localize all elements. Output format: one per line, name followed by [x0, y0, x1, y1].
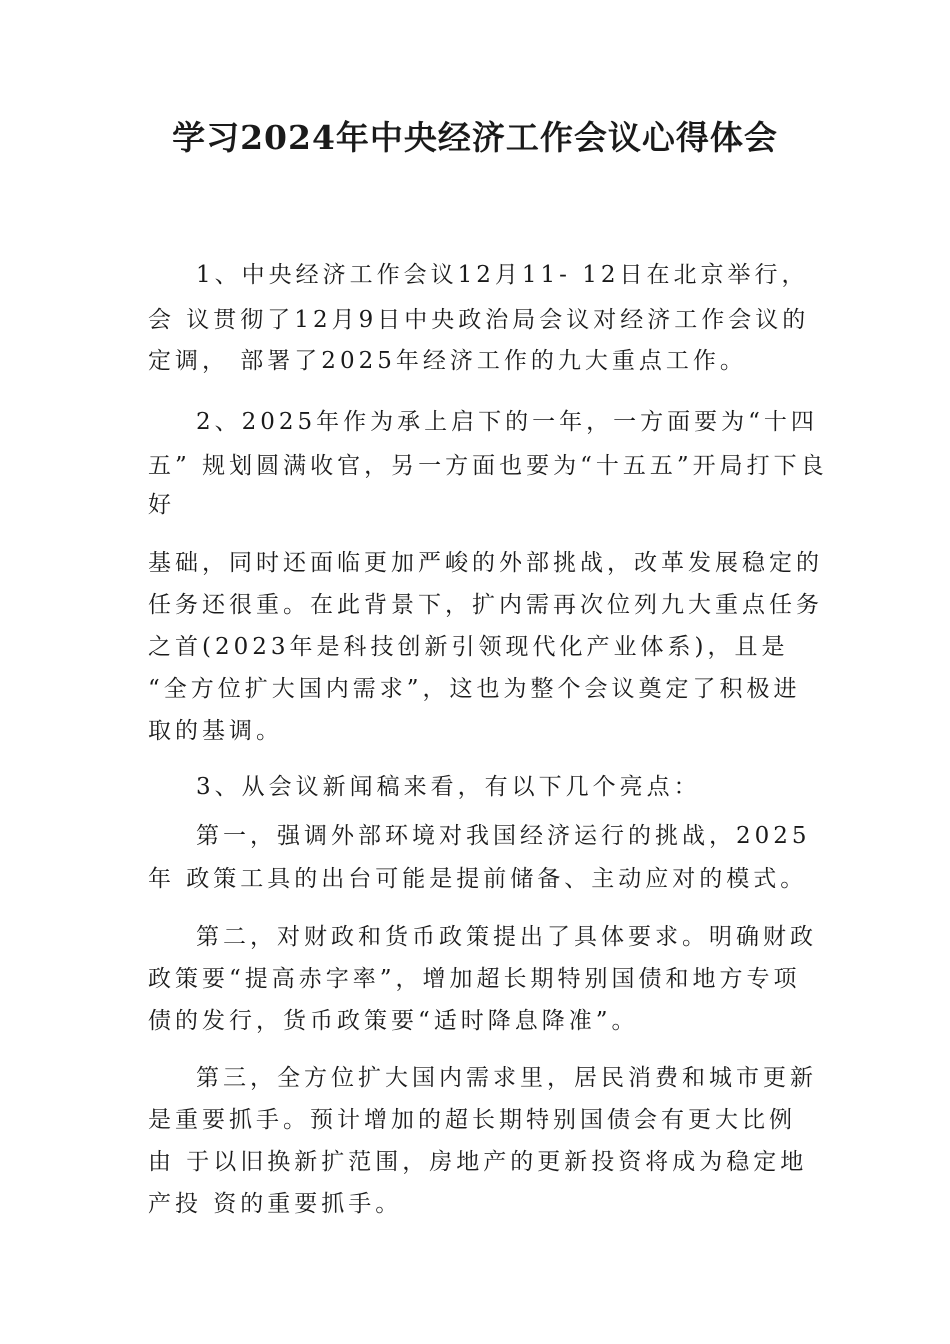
- point-3-line-3: 由 于以旧换新扩范围，房地产的更新投资将成为稳定地: [148, 1149, 808, 1175]
- paragraph-4-line-1: 3、从会议新闻稿来看，有以下几个亮点：: [196, 774, 701, 800]
- paragraph-3-line-2: 任务还很重。在此背景下，扩内需再次位列九大重点任务: [148, 592, 823, 618]
- paragraph-3-line-4: “全方位扩大国内需求”，这也为整个会议奠定了积极进: [148, 676, 801, 702]
- paragraph-1-line-2: 会 议贯彻了12月9日中央政治局会议对经济工作会议的: [148, 307, 810, 333]
- paragraph-1-line-1: 1、中央经济工作会议12月11- 12日在北京举行，: [196, 262, 809, 288]
- paragraph-2-line-2: 五” 规划圆满收官，另一方面也要为“十五五”开局打下良: [148, 453, 828, 479]
- point-1-line-1: 第一，强调外部环境对我国经济运行的挑战，2025: [196, 823, 811, 849]
- point-3-line-1: 第三，全方位扩大国内需求里，居民消费和城市更新: [196, 1065, 817, 1091]
- document-title: 学习2024年中央经济工作会议心得体会: [172, 118, 778, 157]
- point-1-line-2: 年 政策工具的出台可能是提前储备、主动应对的模式。: [148, 866, 808, 892]
- point-3-line-4: 产投 资的重要抓手。: [148, 1191, 403, 1217]
- paragraph-1-line-3: 定调， 部署了2025年经济工作的九大重点工作。: [148, 348, 747, 374]
- paragraph-3-line-5: 取的基调。: [148, 718, 283, 744]
- paragraph-2-line-1: 2、2025年作为承上启下的一年，一方面要为“十四: [196, 409, 818, 435]
- paragraph-3-line-3: 之首(2023年是科技创新引领现代化产业体系)，且是: [148, 634, 789, 660]
- paragraph-2-line-3: 好: [148, 492, 175, 518]
- point-2-line-2: 政策要“提高赤字率”，增加超长期特别国债和地方专项: [148, 966, 801, 992]
- point-3-line-2: 是重要抓手。预计增加的超长期特别国债会有更大比例: [148, 1107, 796, 1133]
- paragraph-3-line-1: 基础，同时还面临更加严峻的外部挑战，改革发展稳定的: [148, 550, 823, 576]
- point-2-line-1: 第二，对财政和货币政策提出了具体要求。明确财政: [196, 924, 817, 950]
- point-2-line-3: 债的发行，货币政策要“适时降息降准”。: [148, 1008, 639, 1034]
